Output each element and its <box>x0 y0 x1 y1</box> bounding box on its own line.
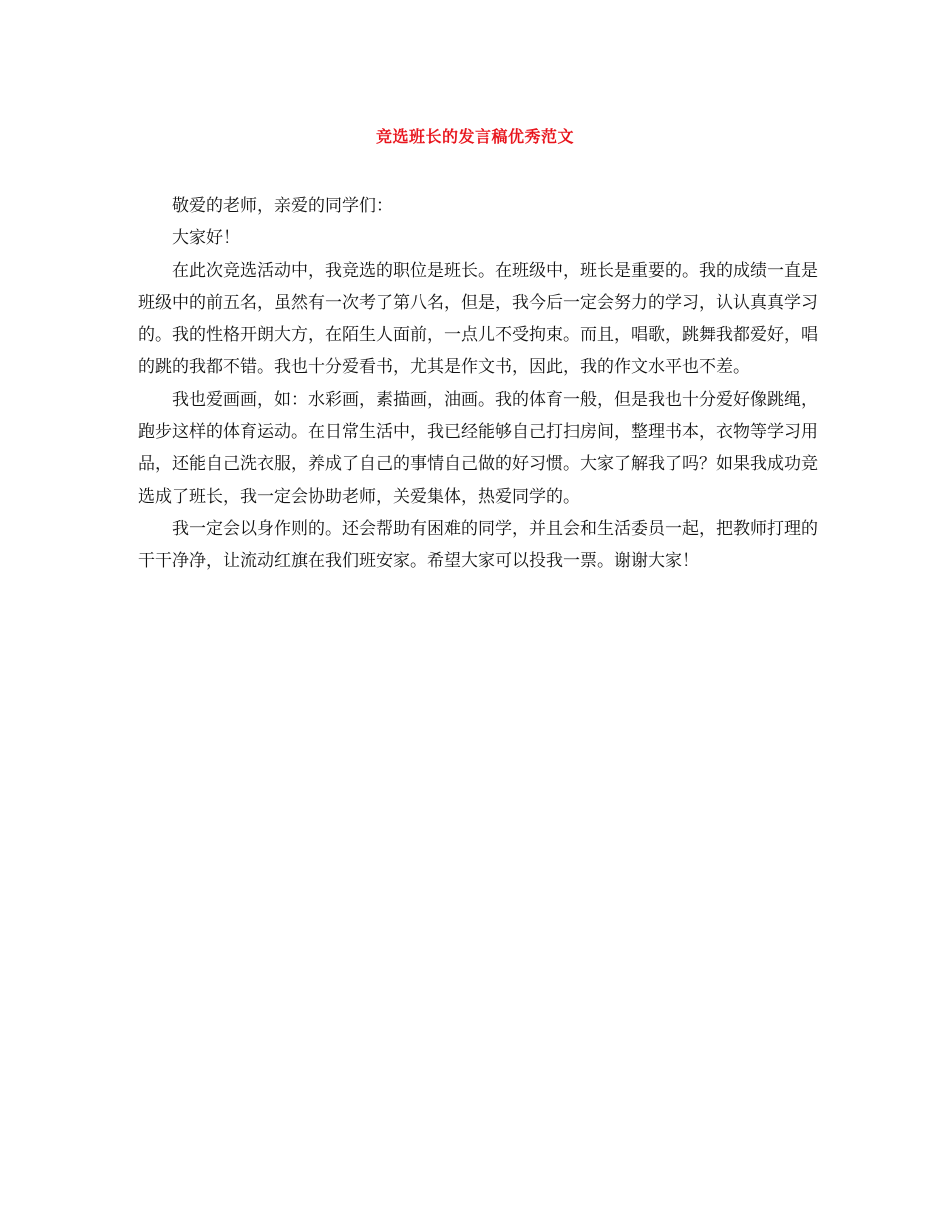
hello-paragraph: 大家好！ <box>172 228 240 249</box>
body-paragraph: 我也爱画画，如：水彩画，素描画，油画。我的体育一般，但是我也十分爱好像跳绳，跑步这样的体育运动。在日常生活中，我已经能够自己打扫房间，整理书本，衣物等学习用品，还能自己洗衣服，养成了自己的事情自己做的好习惯。大家了解我了吗？如果我成功竞选成了班长，我一定会协助老师，关爱集体，热爱同学的。 <box>138 389 818 507</box>
document-body <box>138 190 818 578</box>
closing-paragraph: 我一定会以身作则的。还会帮助有困难的同学，并且会和生活委员一起，把教师打理的干干净净，让流动红旗在我们班安家。希望大家可以投我一票。谢谢大家！ <box>138 518 818 572</box>
body-paragraph: 在此次竞选活动中，我竞选的职位是班长。在班级中，班长是重要的。我的成绩一直是班级中的前五名，虽然有一次考了第八名，但是，我今后一定会努力的学习，认认真真学习的。我的性格开朗大方，在陌生人面前，一点儿不受拘束。而且，唱歌，跳舞我都爱好，唱的跳的我都不错。我也十分爱看书，尤其是作文书，因此，我的作文水平也不差。 <box>138 260 818 378</box>
document-title: 竞选班长的发言稿优秀范文 <box>375 127 574 146</box>
greeting-paragraph: 敬爱的老师，亲爱的同学们： <box>172 196 393 216</box>
